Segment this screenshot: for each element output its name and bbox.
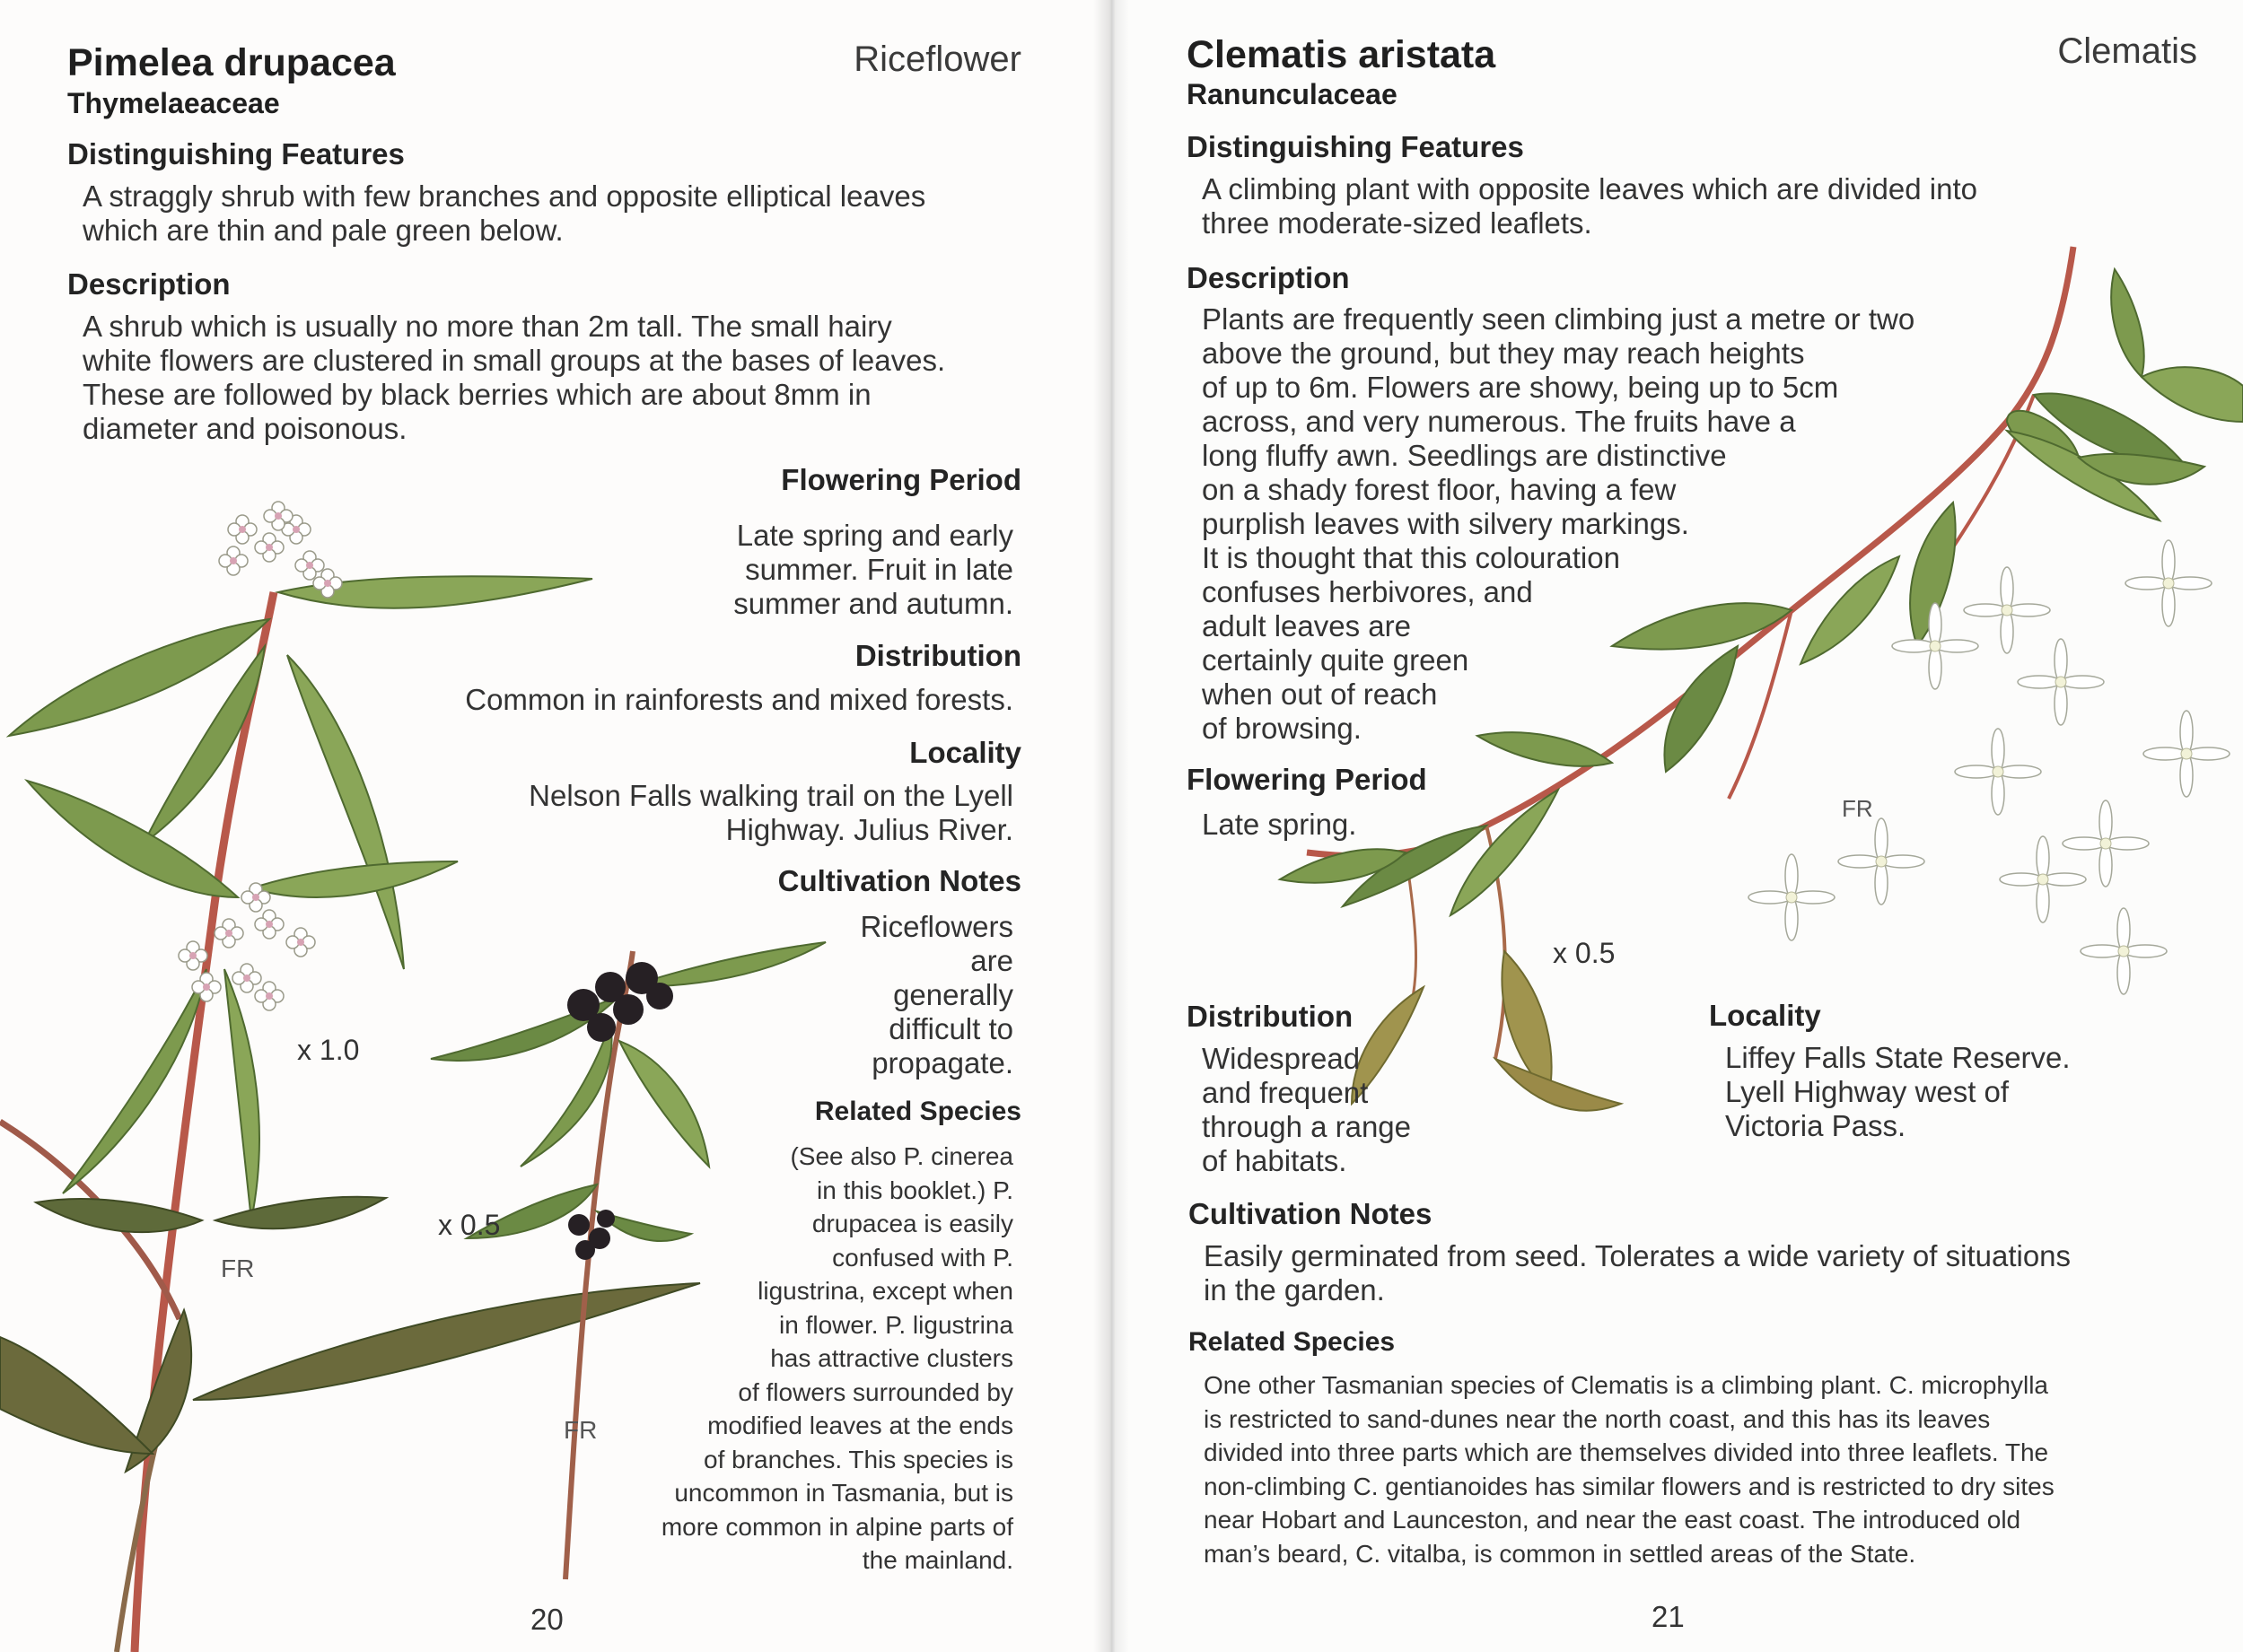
text-line: which are thin and pale green below. <box>83 214 564 247</box>
related-species-text <box>1204 1368 2055 1570</box>
text-line: confuses herbivores, and <box>1202 575 1533 608</box>
flowering-period-heading: Flowering Period <box>781 463 1021 496</box>
text-line: It is thought that this colouration <box>1202 541 1620 574</box>
flowering-period-heading: Flowering Period <box>1187 763 1427 796</box>
text-line: Lyell Highway west of <box>1725 1075 2010 1108</box>
page-number: 20 <box>530 1603 564 1636</box>
text-line: difficult to <box>889 1012 1013 1045</box>
distinguishing-features-text <box>1202 172 1977 240</box>
text-line: near Hobart and Launceston, and near the east coast. The introduced old <box>1204 1506 2021 1534</box>
text-line: of flowers surrounded by <box>738 1377 1013 1406</box>
text-line: Nelson Falls walking trail on the Lyell <box>529 779 1013 812</box>
distinguishing-features-text <box>83 179 925 248</box>
distribution-heading: Distribution <box>1187 1000 1354 1033</box>
artist-monogram: FR <box>564 1416 598 1444</box>
text-line: generally <box>893 978 1013 1011</box>
text-line: is restricted to sand-dunes near the north coast, and this has its leaves <box>1204 1404 1991 1433</box>
text-line: three moderate-sized leaflets. <box>1202 206 1592 240</box>
text-line: has attractive clusters <box>770 1344 1013 1372</box>
family-name: Ranunculaceae <box>1187 78 1397 110</box>
description-heading: Description <box>67 267 231 301</box>
common-name: Riceflower <box>854 39 1021 79</box>
scientific-name: Clematis aristata <box>1187 33 1496 76</box>
text-line: Highway. Julius River. <box>725 813 1013 846</box>
text-line: Victoria Pass. <box>1725 1109 1906 1142</box>
description-text <box>83 310 945 446</box>
text-line: Easily germinated from seed. Tolerates a wide variety of situations <box>1204 1239 2072 1272</box>
text-line: and frequent <box>1202 1076 1369 1109</box>
text-line: purplish leaves with silvery markings. <box>1202 507 1689 540</box>
text-line: long fluffy awn. Seedlings are distinctive <box>1202 439 1727 472</box>
text-line: in this booklet.) P. <box>817 1176 1013 1204</box>
right-page <box>1109 0 2243 1652</box>
distinguishing-features-heading: Distinguishing Features <box>1187 130 1524 163</box>
distribution-heading: Distribution <box>854 639 1021 672</box>
related-species-heading: Related Species <box>1188 1327 1396 1357</box>
scale-label: x 0.5 <box>1553 937 1616 969</box>
text-line: modified leaves at the ends <box>707 1412 1013 1439</box>
artist-monogram: FR <box>1842 795 1873 822</box>
text-line: Common in rainforests and mixed forests. <box>465 683 1013 716</box>
artist-monogram: FR <box>221 1254 255 1282</box>
text-line: summer and autumn. <box>733 587 1013 620</box>
text-line: Late spring. <box>1202 808 1357 841</box>
cultivation-notes-heading: Cultivation Notes <box>777 864 1021 897</box>
text-line: Late spring and early <box>736 519 1013 552</box>
text-line: drupacea is easily <box>811 1210 1013 1237</box>
locality-text <box>1725 1041 2071 1143</box>
left-page <box>0 0 1109 1652</box>
text-line: confused with P. <box>832 1243 1013 1272</box>
text-line: A climbing plant with opposite leaves which are divided into <box>1202 172 1977 205</box>
text-line: across, and very numerous. The fruits have a <box>1202 405 1796 438</box>
text-line: more common in alpine parts of <box>661 1512 1013 1541</box>
text-line: (See also P. cinerea <box>790 1142 1013 1170</box>
text-line: diameter and poisonous. <box>83 412 407 445</box>
scale-label: x 0.5 <box>438 1209 501 1241</box>
page-number: 21 <box>1652 1600 1685 1633</box>
text-line: white flowers are clustered in small groups at the bases of leaves. <box>83 344 946 377</box>
text-line: in the garden. <box>1204 1273 1385 1307</box>
text-line: of branches. This species is <box>704 1445 1013 1473</box>
text-line: One other Tasmanian species of Clematis is a climbing plant. C. microphylla <box>1204 1371 2049 1399</box>
text-line: A shrub which is usually no more than 2m tall. The small hairy <box>83 310 892 343</box>
distribution-text <box>1202 1042 1411 1178</box>
text-line: of habitats. <box>1202 1144 1347 1177</box>
text-line: are <box>970 944 1013 977</box>
text-line: A straggly shrub with few branches and opposite elliptical leaves <box>83 179 926 213</box>
related-species-text <box>662 1140 1013 1578</box>
text-line: through a range <box>1202 1110 1412 1143</box>
text-line: Widespread <box>1202 1042 1361 1075</box>
locality-heading: Locality <box>1709 999 1821 1032</box>
locality-heading: Locality <box>909 736 1021 769</box>
text-line: when out of reach <box>1202 677 1438 711</box>
cultivation-notes-heading: Cultivation Notes <box>1188 1197 1433 1230</box>
flowering-period-text <box>1202 808 1356 842</box>
description-text <box>1202 302 1914 746</box>
text-line: certainly quite green <box>1202 643 1469 677</box>
text-line: ligustrina, except when <box>758 1277 1013 1305</box>
text-line: These are followed by black berries which are about 8mm in <box>83 378 872 411</box>
cultivation-notes-text <box>860 910 1013 1080</box>
distinguishing-features-heading: Distinguishing Features <box>67 137 405 170</box>
text-line: adult leaves are <box>1202 609 1411 642</box>
text-line: summer. Fruit in late <box>745 553 1013 586</box>
text-line: in flower. P. ligustrina <box>779 1310 1013 1339</box>
text-line: the mainland. <box>862 1546 1013 1574</box>
text-line: uncommon in Tasmania, but is <box>674 1479 1013 1507</box>
text-line: man’s beard, C. vitalba, is common in settled areas of the State. <box>1204 1539 1916 1568</box>
scale-label: x 1.0 <box>297 1034 360 1066</box>
text-line: propagate. <box>872 1046 1013 1079</box>
text-line: Liffey Falls State Reserve. <box>1725 1041 2071 1074</box>
common-name: Clematis <box>2057 31 2197 71</box>
description-heading: Description <box>1187 261 1350 294</box>
text-line: Riceflowers <box>860 910 1013 943</box>
text-line: Plants are frequently seen climbing just a metre or two <box>1202 302 1915 336</box>
text-line: above the ground, but they may reach heights <box>1202 337 1805 370</box>
flowering-period-text <box>733 519 1013 621</box>
distribution-text <box>465 683 1013 717</box>
locality-text <box>529 779 1013 847</box>
related-species-heading: Related Species <box>814 1097 1021 1126</box>
text-line: of up to 6m. Flowers are showy, being up to 5cm <box>1202 371 1839 404</box>
text-line: divided into three parts which are themselves divided into three leaflets. The <box>1204 1438 2049 1466</box>
scientific-name: Pimelea drupacea <box>67 41 396 84</box>
family-name: Thymelaeaceae <box>67 87 280 119</box>
text-line: of browsing. <box>1202 712 1362 745</box>
text-line: non-climbing C. gentianoides has similar flowers and is restricted to dry sites <box>1204 1472 2055 1500</box>
cultivation-notes-text <box>1204 1239 2071 1307</box>
text-line: on a shady forest floor, having a few <box>1202 473 1677 506</box>
